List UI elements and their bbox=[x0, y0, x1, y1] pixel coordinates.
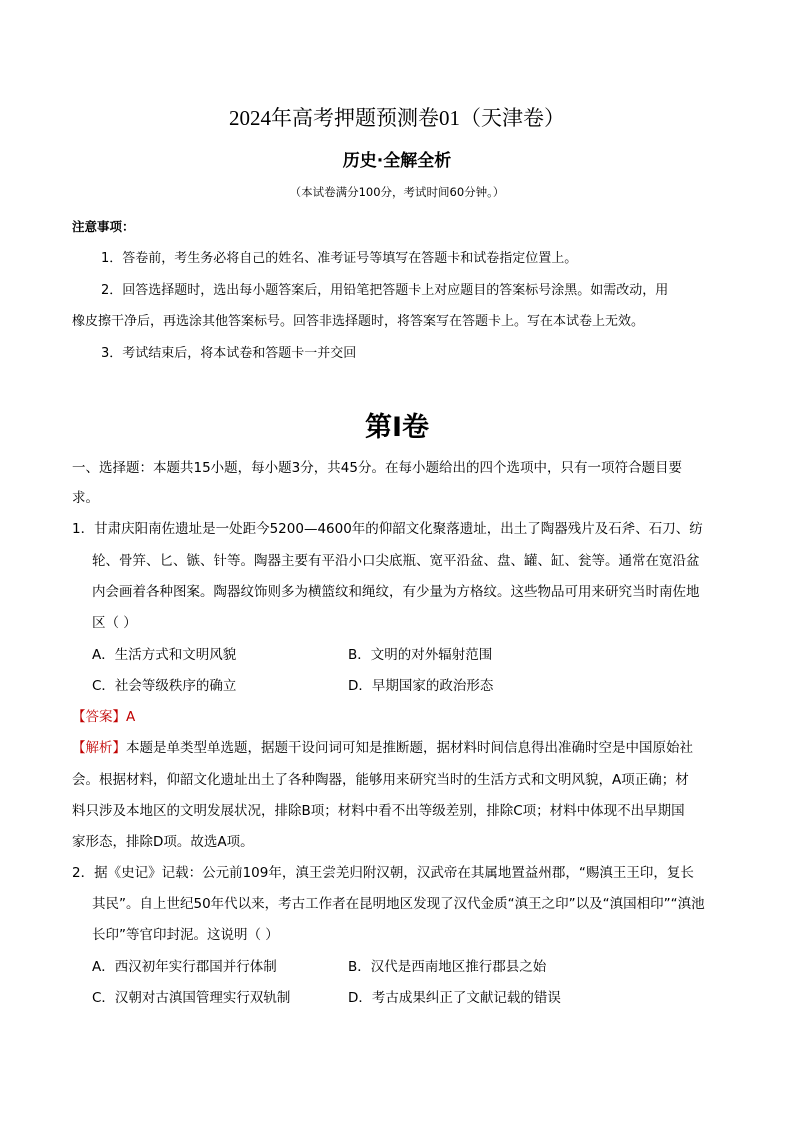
q1-option-b: B．文明的对外辐射范围 bbox=[348, 647, 493, 663]
q1-option-c: C．社会等级秩序的确立 bbox=[92, 678, 237, 694]
q2-option-b: B．汉代是西南地区推行郡县之始 bbox=[348, 959, 547, 975]
exam-title: 2024年高考押题预测卷01（天津卷） bbox=[229, 106, 565, 130]
q2-option-d: D．考古成果纠正了文献记载的错误 bbox=[348, 990, 561, 1006]
score-note: （本试卷满分100分，考试时间60分钟。） bbox=[289, 185, 505, 199]
section-instruction-line-1: 一、选择题：本题共15小题，每小题3分，共45分。在每小题给出的四个选项中，只有一项符合题目要 bbox=[72, 460, 682, 476]
q2-stem-line-3: 长印”等官印封泥。这说明（ ） bbox=[92, 927, 279, 943]
q1-answer bbox=[72, 705, 135, 725]
notice-heading: 注意事项： bbox=[72, 219, 135, 234]
q1-stem-line-2: 轮、骨笄、匕、镞、针等。陶器主要有平沿小口尖底瓶、宽平沿盆、盘、罐、缸、瓮等。通常在宽沿盆 bbox=[92, 553, 700, 569]
q1-stem-line-3: 内会画着各种图案。陶器纹饰则多为横篮纹和绳纹，有少量为方格纹。这些物品可用来研究当时南佐地 bbox=[92, 584, 700, 600]
q1-analysis-line-2: 会。根据材料，仰韶文化遗址出土了各种陶器，能够用来研究当时的生活方式和文明风貌，A项正确；材 bbox=[72, 772, 689, 788]
notice-item-2-line-2: 橡皮擦干净后，再选涂其他答案标号。回答非选择题时，将答案写在答题卡上。写在本试卷上无效。 bbox=[72, 314, 645, 329]
q2-option-a: A．西汉初年实行郡国并行体制 bbox=[92, 959, 277, 975]
answer-value: A bbox=[126, 709, 136, 725]
q1-analysis-line-1 bbox=[72, 736, 693, 756]
q1-stem-line-1: 1．甘肃庆阳南佐遗址是一处距今5200—4600年的仰韶文化聚落遗址，出土了陶器残片及石斧、石刀、纺 bbox=[72, 521, 703, 537]
answer-label: 【答案】 bbox=[72, 709, 126, 725]
q1-option-d: D．早期国家的政治形态 bbox=[348, 678, 494, 694]
q1-stem-line-4: 区（ ） bbox=[92, 615, 137, 631]
exam-subtitle: 历史·全解全析 bbox=[342, 151, 452, 171]
analysis-label: 【解析】 bbox=[72, 740, 126, 756]
analysis-text: 本题是单类型单选题，据题干设问词可知是推断题，据材料时间信息得出准确时空是中国原始社 bbox=[126, 740, 693, 756]
section-instruction-line-2: 求。 bbox=[72, 490, 99, 506]
q2-option-c: C．汉朝对古滇国管理实行双轨制 bbox=[92, 990, 291, 1006]
volume-title: 第I卷 bbox=[364, 412, 430, 443]
notice-item-2-line-1: 2．回答选择题时，选出每小题答案后，用铅笔把答题卡上对应题目的答案标号涂黑。如需改动，用 bbox=[101, 283, 669, 298]
q1-analysis-line-4: 家形态，排除D项。故选A项。 bbox=[72, 834, 254, 850]
q2-stem-line-1: 2．据《史记》记载：公元前109年，滇王尝羌归附汉朝，汉武帝在其属地置益州郡，“赐滇王王印，复长 bbox=[72, 865, 694, 881]
q2-stem-line-2: 其民”。自上世纪50年代以来，考古工作者在昆明地区发现了汉代金质“滇王之印”以及“滇国相印”“滇池 bbox=[92, 896, 705, 912]
q1-option-a: A．生活方式和文明风貌 bbox=[92, 647, 237, 663]
notice-item-1: 1．答卷前，考生务必将自己的姓名、准考证号等填写在答题卡和试卷指定位置上。 bbox=[101, 251, 578, 266]
q1-analysis-line-3: 料只涉及本地区的文明发展状况，排除B项；材料中看不出等级差别，排除C项；材料中体现不出早期国 bbox=[72, 803, 685, 819]
notice-item-3: 3．考试结束后，将本试卷和答题卡一并交回 bbox=[101, 346, 357, 361]
